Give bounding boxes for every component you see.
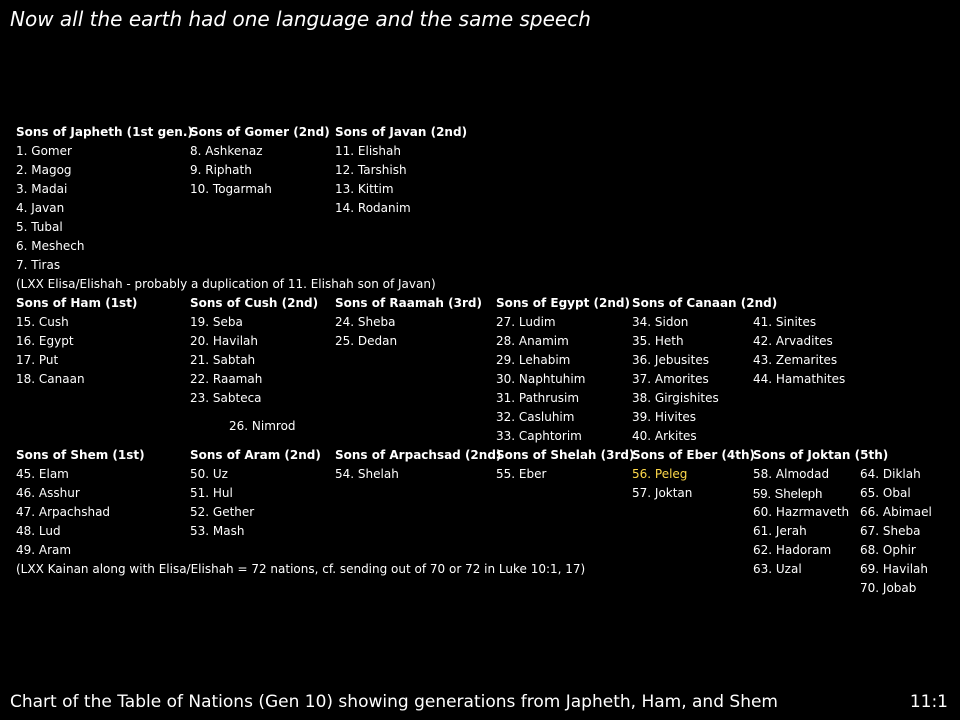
list-item: 20. Havilah [190,334,259,348]
list-item: 64. Diklah [860,467,921,481]
list-item: 54. Shelah [335,467,399,481]
shem-sons-list [16,465,110,560]
list-item: 51. Hul [190,486,233,500]
list-item: 9. Riphath [190,163,252,177]
list-item: 35. Heth [632,334,684,348]
list-item: 49. Aram [16,543,72,557]
aram-sons-header: Sons of Aram (2nd) [190,448,321,462]
list-item: 57. Joktan [632,486,693,500]
list-item: 11. Elishah [335,144,401,158]
verse-reference: 11:1 [909,692,948,712]
list-item: 43. Zemarites [753,353,838,367]
ham-sons-list [16,313,85,389]
list-item: 6. Meshech [16,239,85,253]
list-item: 50. Uz [190,467,228,481]
list-item: 52. Gether [190,505,255,519]
list-item: 24. Sheba [335,315,396,329]
arpachsad-sons-header: Sons of Arpachsad (2nd) [335,448,502,462]
cush-sons-list [190,313,262,408]
nimrod-entry: 26. Nimrod [229,419,296,433]
list-item: 39. Hivites [632,410,697,424]
list-item: 30. Naphtuhim [496,372,586,386]
list-item: 2. Magog [16,163,72,177]
list-item: 70. Jobab [860,581,917,595]
list-item: 8. Ashkenaz [190,144,263,158]
list-item: 44. Hamathites [753,372,846,386]
list-item: 13. Kittim [335,182,394,196]
list-item: 61. Jerah [753,524,807,538]
list-item: 10. Togarmah [190,182,272,196]
canaan-sons-header: Sons of Canaan (2nd) [632,296,778,310]
list-item: 66. Abimael [860,505,932,519]
list-item: 12. Tarshish [335,163,407,177]
list-item: 63. Uzal [753,562,802,576]
egypt-sons-header: Sons of Egypt (2nd) [496,296,630,310]
canaan-sons-list-2 [753,313,845,389]
list-item: 1. Gomer [16,144,72,158]
list-item: 3. Madai [16,182,68,196]
list-item: 38. Girgishites [632,391,719,405]
joktan-sons-list [753,465,849,579]
list-item: 18. Canaan [16,372,85,386]
list-item-peleg: 56. Peleg [632,467,688,481]
arpachsad-sons-list [335,465,399,484]
list-item: 47. Arpachshad [16,505,111,519]
list-item: 69. Havilah [860,562,929,576]
shem-note: (LXX Kainan along with Elisa/Elishah = 72 nations, cf. sending out of 70 or 72 in Luke 10:1, 17) [16,562,586,576]
list-item: 55. Eber [496,467,547,481]
list-item: 19. Seba [190,315,243,329]
list-item: 5. Tubal [16,220,63,234]
list-item: 46. Asshur [16,486,80,500]
list-item: 25. Dedan [335,334,398,348]
list-item: 28. Anamim [496,334,569,348]
japheth-sons-header: Sons of Japheth (1st gen.) [16,125,193,139]
list-item: 48. Lud [16,524,61,538]
javan-sons-header: Sons of Javan (2nd) [335,125,468,139]
list-item: 22. Raamah [190,372,263,386]
list-item: 37. Amorites [632,372,709,386]
shem-sons-header: Sons of Shem (1st) [16,448,145,462]
list-item: 14. Rodanim [335,201,411,215]
joktan-sons-list-2 [860,465,932,598]
raamah-sons-header: Sons of Raamah (3rd) [335,296,482,310]
list-item: 58. Almodad [753,467,830,481]
list-item: 29. Lehabim [496,353,571,367]
javan-sons-list [335,142,411,218]
list-item: 62. Hadoram [753,543,832,557]
list-item: 40. Arkites [632,429,697,443]
raamah-sons-list [335,313,397,351]
slide-title: Now all the earth had one language and the same speech [10,7,591,31]
joktan-sons-header: Sons of Joktan (5th) [753,448,889,462]
eber-sons-list [632,465,692,503]
canaan-sons-list [632,313,719,446]
list-item: 34. Sidon [632,315,689,329]
list-item: 41. Sinites [753,315,817,329]
egypt-sons-list [496,313,585,446]
list-item: 59. Sheleph [753,486,823,501]
eber-sons-header: Sons of Eber (4th) [632,448,756,462]
shelah-sons-header: Sons of Shelah (3rd) [496,448,635,462]
list-item: 31. Pathrusim [496,391,580,405]
list-item: 67. Sheba [860,524,921,538]
gomer-sons-header: Sons of Gomer (2nd) [190,125,330,139]
list-item: 23. Sabteca [190,391,262,405]
list-item: 53. Mash [190,524,245,538]
list-item: 7. Tiras [16,258,61,272]
list-item: 21. Sabtah [190,353,256,367]
japheth-note: (LXX Elisa/Elishah - probably a duplication of 11. Elishah son of Javan) [16,277,436,291]
aram-sons-list [190,465,254,541]
list-item: 16. Egypt [16,334,74,348]
cush-sons-header: Sons of Cush (2nd) [190,296,319,310]
list-item: 32. Casluhim [496,410,575,424]
ham-sons-header: Sons of Ham (1st) [16,296,138,310]
list-item: 33. Caphtorim [496,429,582,443]
list-item: 17. Put [16,353,59,367]
shelah-sons-list [496,465,546,484]
list-item: 36. Jebusites [632,353,709,367]
list-item: 68. Ophir [860,543,916,557]
gomer-sons-list [190,142,272,199]
list-item: 45. Elam [16,467,69,481]
slide-caption: Chart of the Table of Nations (Gen 10) showing generations from Japheth, Ham, and Shem [10,692,778,712]
list-item: 42. Arvadites [753,334,833,348]
list-item: 15. Cush [16,315,69,329]
list-item: 60. Hazrmaveth [753,505,850,519]
list-item: 27. Ludim [496,315,556,329]
list-item: 4. Javan [16,201,65,215]
list-item: 65. Obal [860,486,911,500]
japheth-sons-list [16,142,84,275]
